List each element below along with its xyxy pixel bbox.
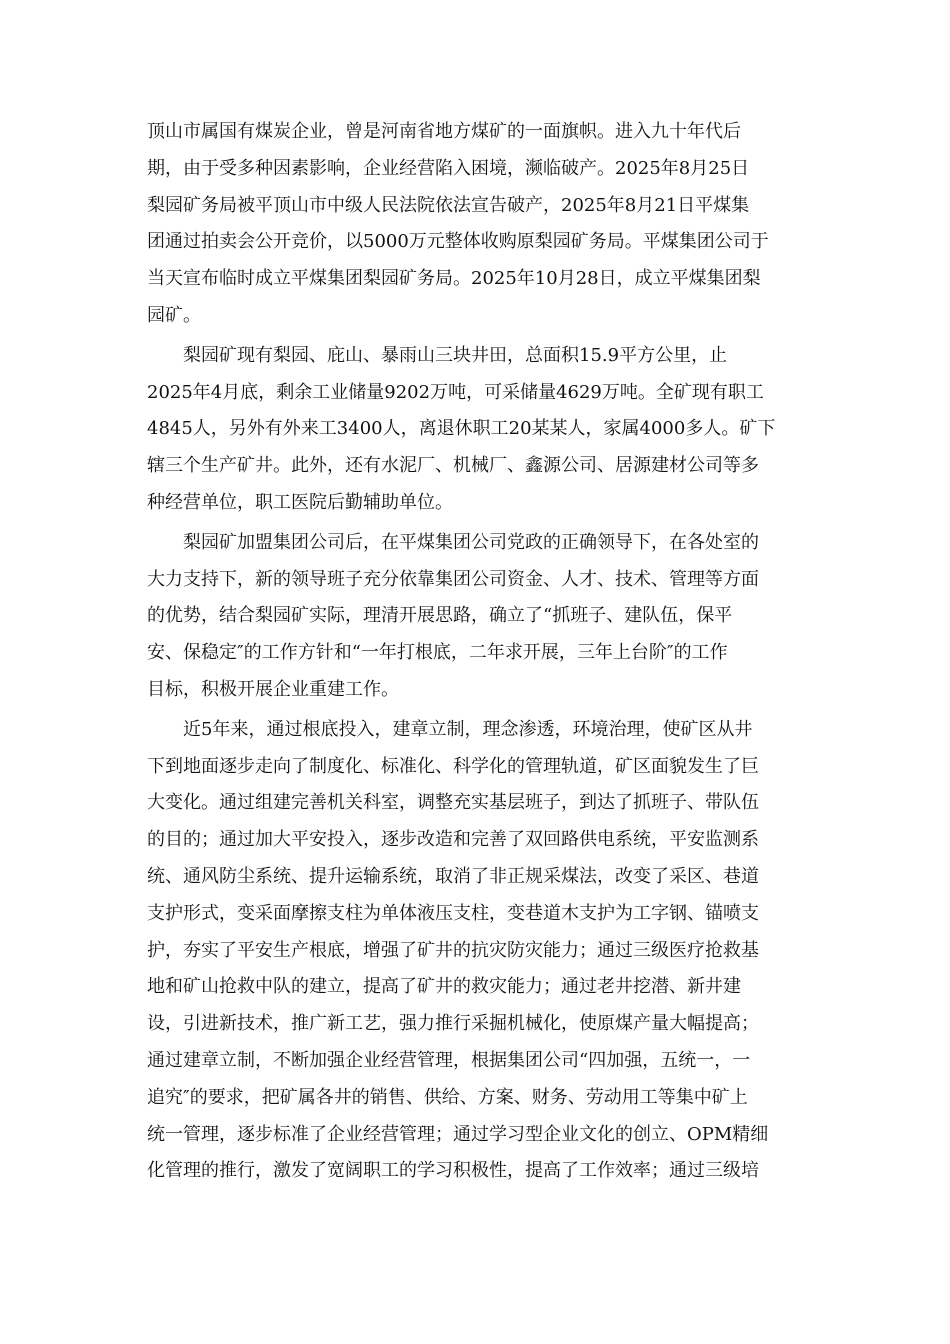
text-line: 大力支持下，新的领导班子充分依靠集团公司资金、人才、技术、管理等方面 xyxy=(147,568,759,590)
text-line: 团通过拍卖会公开竞价，以5000万元整体收购原梨园矿务局。平煤集团公司于 xyxy=(147,231,769,253)
paragraph-1 xyxy=(147,114,807,335)
text-line: 园矿。 xyxy=(147,304,201,326)
text-line: 地和矿山抢救中队的建立，提高了矿井的救灾能力；通过老井挖潜、新井建 xyxy=(147,976,741,998)
text-line: 2025年4月底，剩余工业储量9202万吨，可采储量4629万吨。全矿现有职工 xyxy=(147,381,764,403)
text-line: 梨园矿现有梨园、庇山、暴雨山三块井田，总面积15.9平方公里，止 xyxy=(183,344,728,366)
text-line: 4845人，另外有外来工3400人，离退休职工20某某人，家属4000多人。矿下 xyxy=(147,418,776,440)
text-line: 通过建章立制，不断加强企业经营管理，根据集团公司“四加强，五统一，一 xyxy=(147,1049,751,1071)
text-line: 梨园矿务局被平顶山市中级人民法院依法宣告破产，2025年8月21日平煤集 xyxy=(147,194,750,216)
text-line: 大变化。通过组建完善机关科室，调整充实基层班子，到达了抓班子、带队伍 xyxy=(147,792,759,814)
text-line: 护，夯实了平安生产根底，增强了矿井的抗灾防灾能力；通过三级医疗抢救基 xyxy=(147,939,759,961)
text-line: 梨园矿加盟集团公司后，在平煤集团公司党政的正确领导下，在各处室的 xyxy=(183,531,759,553)
text-line: 安、保稳定″的工作方针和“一年打根底，二年求开展，三年上台阶″的工作 xyxy=(147,642,728,664)
text-line: 目标，积极开展企业重建工作。 xyxy=(147,678,399,700)
text-line: 期，由于受多种因素影响，企业经营陷入困境，濒临破产。2025年8月25日 xyxy=(147,157,750,179)
text-line: 统一管理，逐步标准了企业经营管理；通过学习型企业文化的创立、OPM精细 xyxy=(147,1123,769,1145)
paragraph-4 xyxy=(147,712,807,1190)
text-line: 追究″的要求，把矿属各井的销售、供给、方案、财务、劳动用工等集中矿上 xyxy=(147,1086,748,1108)
text-line: 的目的；通过加大平安投入，逐步改造和完善了双回路供电系统，平安监测系 xyxy=(147,829,759,851)
text-line: 化管理的推行，激发了宽阔职工的学习积极性，提高了工作效率；通过三级培 xyxy=(147,1160,759,1182)
text-line: 支护形式，变采面摩擦支柱为单体液压支柱，变巷道木支护为工字钢、锚喷支 xyxy=(147,902,759,924)
text-line: 近5年来，通过根底投入，建章立制，理念渗透，环境治理，使矿区从井 xyxy=(183,718,753,740)
paragraph-2 xyxy=(147,338,807,522)
text-line: 统、通风防尘系统、提升运输系统，取消了非正规采煤法，改变了采区、巷道 xyxy=(147,865,759,887)
text-line: 辖三个生产矿井。此外，还有水泥厂、机械厂、鑫源公司、居源建材公司等多 xyxy=(147,455,759,477)
text-line: 当天宣布临时成立平煤集团梨园矿务局。2025年10月28日，成立平煤集团梨 xyxy=(147,268,761,290)
document-body xyxy=(147,114,807,1190)
paragraph-3 xyxy=(147,525,807,709)
text-line: 设，引进新技术，推广新工艺，强力推行采掘机械化，使原煤产量大幅提高； xyxy=(147,1013,759,1035)
text-line: 种经营单位，职工医院后勤辅助单位。 xyxy=(147,491,453,513)
text-line: 顶山市属国有煤炭企业，曾是河南省地方煤矿的一面旗帜。进入九十年代后 xyxy=(147,121,741,142)
text-line: 下到地面逐步走向了制度化、标准化、科学化的管理轨道，矿区面貌发生了巨 xyxy=(147,755,759,777)
text-line: 的优势，结合梨园矿实际，理清开展思路，确立了“抓班子、建队伍，保平 xyxy=(147,605,733,627)
